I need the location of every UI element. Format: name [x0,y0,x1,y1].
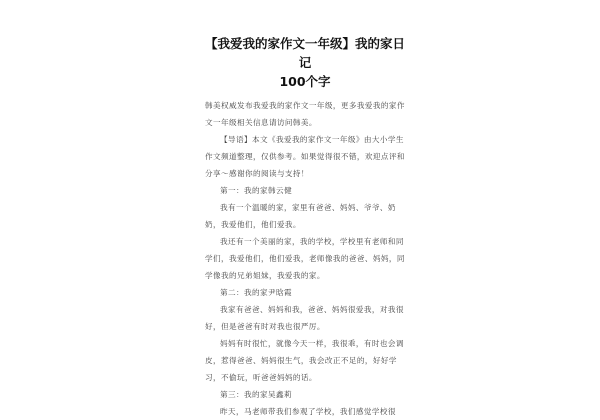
title-line-2: 100个字 [279,74,331,89]
section-2-paragraph-1: 我家有爸爸、妈妈和我，爸爸、妈妈很爱我，对我很好，但是爸爸有时对我也很严厉。 [205,305,404,331]
article [205,34,405,420]
section-1-paragraph-1: 我有一个温暖的家，家里有爸爸、妈妈、爷爷、奶奶，我爱他们，他们爱我。 [205,203,396,229]
preface-text: 【导语】本文《我爱我的家作文一年级》由大小学生作文频道整理，仅供参考。如果觉得很不错，欢迎点评和分享～感谢你的阅读与支持！ [205,135,405,178]
section-heading-1: 第一：我的家韩云健 [220,186,292,195]
section-heading-3: 第三：我的家吴鑫莉 [220,390,292,399]
page-title [205,34,405,91]
title-line-1: 【我爱我的家作文一年级】我的家日记 [205,36,406,70]
section-1-paragraph-2: 我还有一个美丽的家，我的学校，学校里有老师和同学们，我爱他们，他们爱我，老师像我的爸爸、妈妈，同学像我的兄弟姐妹，我爱我的家。 [205,237,405,280]
section-2-paragraph-2: 妈妈有时很忙，就像今天一样，我很乖，有时也会调皮，惹得爸爸、妈妈很生气，我会改正不足的，好好学习，不偷玩，听爸爸妈妈的话。 [205,339,404,382]
section-heading-2: 第二：我的家尹晗霞 [220,288,292,297]
intro-text: 韩美权威发布我爱我的家作文一年级，更多我爱我的家作文一年级相关信息请访问韩美。 [205,101,405,127]
section-3-paragraph-1: 昨天，马老师带我们参观了学校，我们感觉学校很 [220,407,396,416]
